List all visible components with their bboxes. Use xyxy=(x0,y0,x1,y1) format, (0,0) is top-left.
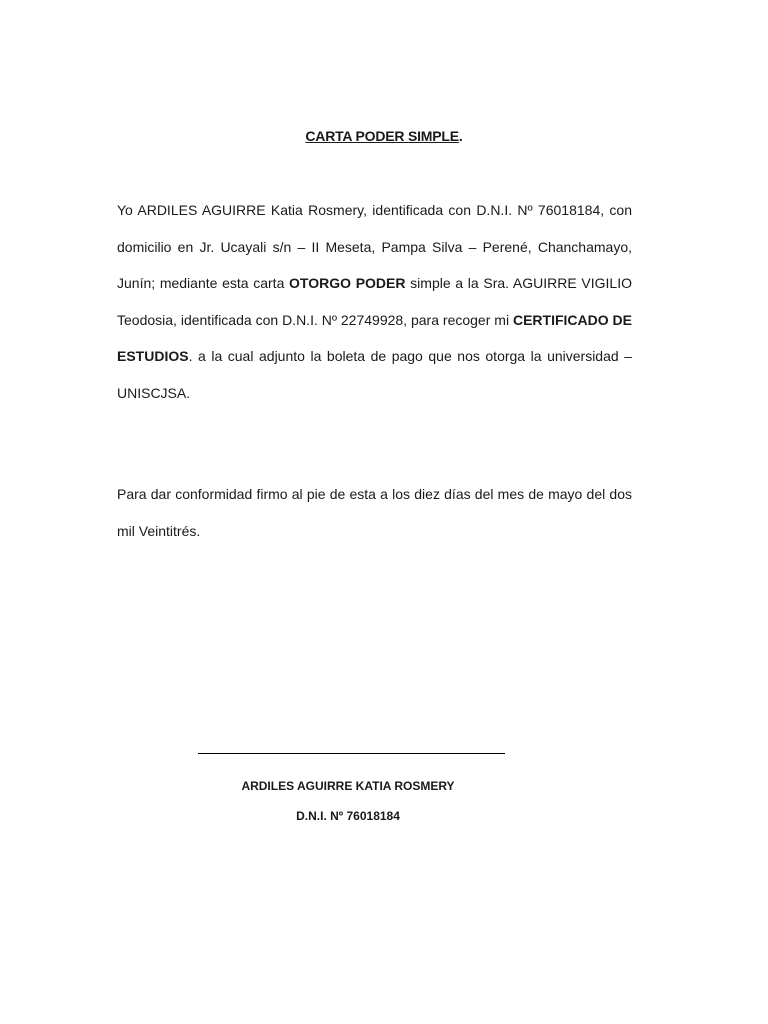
paragraph1-text-2: simple a la Sra. AGUIRRE VIGILIO Teodosia, identificada con D.N.I. Nº 22749928, para recoger mi xyxy=(117,275,632,328)
document-title-period: . xyxy=(458,128,463,144)
body-paragraph-2: Para dar conformidad firmo al pie de esta a los diez días del mes de mayo del dos mil Veintitrés. xyxy=(117,486,632,539)
document-title xyxy=(0,128,768,144)
signature-line xyxy=(198,753,505,754)
paragraph1-bold-certificado: CERTIFICADO DE ESTUDIOS xyxy=(117,311,633,364)
paragraph1-text-3: . a la cual adjunto la boleta de pago que nos otorga la universidad – UNISCJSA. xyxy=(117,348,632,401)
signature-name: ARDILES AGUIRRE KATIA ROSMERY xyxy=(241,779,455,793)
paragraph1-text-1: Yo ARDILES AGUIRRE Katia Rosmery, identificada con D.N.I. Nº 76018184, con domicilio en Jr. Ucayali s/n – II Meseta, Pampa Silva – Perené, Chanchamayo, Junín; mediante esta carta xyxy=(117,202,632,291)
paragraph1-bold-otorgo-poder: OTORGO PODER xyxy=(289,275,406,291)
body-paragraph-1 xyxy=(117,192,632,411)
signature-dni: D.N.I. Nº 76018184 xyxy=(296,809,400,823)
document-title-text: CARTA PODER SIMPLE xyxy=(305,128,459,144)
